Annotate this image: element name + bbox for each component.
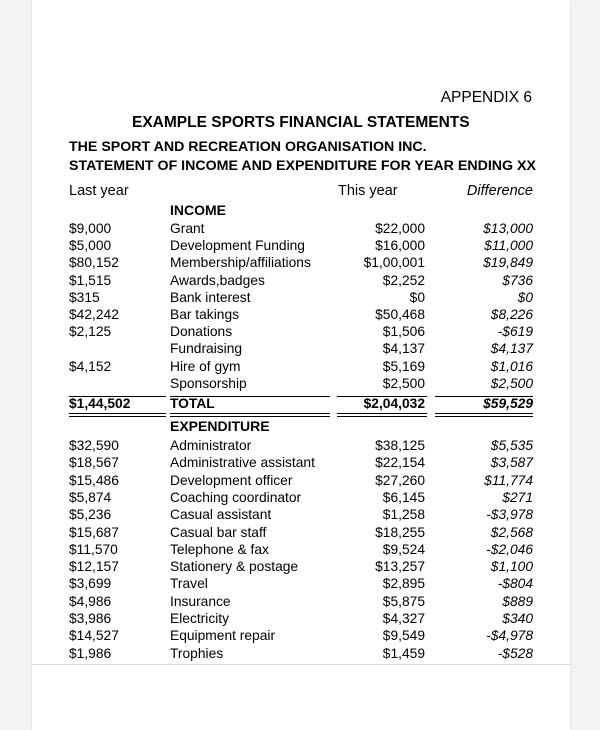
last-year-value: $2,125 [69, 324, 112, 340]
difference-value: $8,226 [490, 307, 533, 322]
difference-value: $13,000 [483, 221, 533, 236]
page-bottom-divider [32, 664, 570, 665]
difference-value: -$804 [497, 576, 533, 592]
table-row [32, 359, 570, 376]
line-item-label: Development officer [170, 472, 293, 488]
difference-value: $2,500 [490, 375, 533, 391]
line-item-label: Telephone & fax [170, 541, 269, 557]
last-year-value: $42,242 [69, 307, 119, 322]
line-item-label: Administrative assistant [170, 455, 315, 471]
table-row [32, 307, 570, 324]
this-year-value: $13,257 [375, 559, 425, 575]
table-row [32, 611, 570, 628]
column-header-this-year: This year [338, 183, 398, 199]
line-item-label: Grant [170, 221, 205, 236]
this-year-value: $50,468 [375, 307, 425, 322]
line-item-label: Hire of gym [170, 358, 241, 374]
this-year-value: $9,524 [382, 541, 425, 557]
table-row [32, 221, 570, 238]
line-item-label: Trophies [170, 645, 224, 661]
table-row [32, 490, 570, 507]
difference-value: $0 [517, 289, 533, 305]
table-row [32, 238, 570, 255]
this-year-value: $4,327 [382, 611, 425, 626]
line-item-label: Membership/affiliations [170, 255, 311, 271]
last-year-value: $15,486 [69, 472, 119, 488]
difference-value: $1,016 [490, 358, 533, 374]
line-item-label: Travel [170, 576, 208, 592]
this-year-value: $5,169 [382, 358, 425, 374]
table-row [32, 255, 570, 272]
line-item-label: Stationery & postage [170, 559, 299, 575]
this-year-value: $4,137 [382, 341, 425, 357]
total-double-rule-diff [435, 413, 533, 417]
this-year-value: $27,260 [375, 472, 425, 488]
income-total-row [32, 396, 570, 413]
difference-value: $11,774 [484, 472, 533, 488]
last-year-value: $3,699 [69, 576, 112, 592]
difference-value: -$619 [497, 324, 533, 340]
statement-title: STATEMENT OF INCOME AND EXPENDITURE FOR YEAR ENDING XX [69, 158, 536, 174]
line-item-label: Coaching coordinator [170, 489, 302, 505]
table-row [32, 324, 570, 341]
total-double-rule-last [69, 413, 166, 417]
table-row [32, 646, 570, 663]
difference-value: $11,000 [484, 238, 533, 254]
document-title: EXAMPLE SPORTS FINANCIAL STATEMENTS [132, 114, 470, 131]
this-year-value: $1,459 [382, 645, 425, 661]
column-header-last-year: Last year [69, 183, 129, 199]
line-item-label: Development Funding [170, 238, 305, 254]
last-year-value: $18,567 [69, 455, 119, 471]
this-year-value: $2,500 [382, 375, 425, 391]
difference-value: $271 [502, 489, 533, 505]
this-year-value: $9,549 [382, 628, 425, 644]
difference-value: -$528 [497, 645, 533, 661]
last-year-value: $5,236 [69, 507, 112, 523]
difference-value: $2,568 [490, 524, 533, 540]
last-year-value: $5,000 [69, 238, 112, 254]
this-year-value: $5,875 [382, 593, 425, 609]
income-heading: INCOME [170, 202, 226, 218]
this-year-value: $1,258 [382, 507, 425, 523]
table-row [32, 576, 570, 593]
table-row [32, 376, 570, 393]
difference-value: $889 [502, 593, 533, 609]
line-item-label: Electricity [170, 611, 230, 626]
this-year-value: $22,154 [375, 455, 425, 471]
total-double-rule-this [337, 413, 427, 417]
line-item-label: Administrator [170, 438, 252, 453]
table-row [32, 455, 570, 472]
last-year-value: $14,527 [69, 628, 119, 644]
table-row [32, 559, 570, 576]
last-year-value: $315 [69, 289, 100, 305]
last-year-value: $5,874 [69, 489, 112, 505]
table-row [32, 525, 570, 542]
table-row [32, 628, 570, 645]
this-year-value: $2,252 [382, 272, 425, 288]
table-row [32, 290, 570, 307]
last-year-value: $11,570 [69, 541, 118, 557]
this-year-value: $16,000 [375, 238, 425, 254]
this-year-value: $0 [409, 289, 425, 305]
table-row [32, 542, 570, 559]
line-item-label: Awards,badges [170, 272, 265, 288]
document-page [32, 0, 570, 730]
difference-value: $736 [502, 272, 533, 288]
difference-value: $19,849 [483, 255, 533, 271]
difference-value: -$4,978 [486, 628, 533, 644]
difference-value: $340 [502, 611, 533, 626]
total-difference: $59,529 [483, 396, 533, 411]
last-year-value: $32,590 [69, 438, 119, 453]
total-label: TOTAL [170, 396, 215, 411]
this-year-value: $1,506 [382, 324, 425, 340]
total-this-year: $2,04,032 [363, 396, 425, 411]
table-row [32, 438, 570, 455]
difference-value: $1,100 [490, 559, 533, 575]
last-year-value: $15,687 [69, 524, 119, 540]
line-item-label: Sponsorship [170, 375, 247, 391]
table-row [32, 594, 570, 611]
this-year-value: $2,895 [382, 576, 425, 592]
line-item-label: Casual bar staff [170, 524, 267, 540]
line-item-label: Casual assistant [170, 507, 272, 523]
column-header-difference: Difference [466, 183, 533, 199]
total-last-year: $1,44,502 [69, 396, 131, 411]
last-year-value: $80,152 [69, 255, 119, 271]
total-double-rule-item [170, 413, 330, 417]
line-item-label: Insurance [170, 593, 231, 609]
last-year-value: $12,157 [69, 559, 119, 575]
organisation-name: THE SPORT AND RECREATION ORGANISATION INC. [69, 139, 427, 155]
line-item-label: Fundraising [170, 341, 243, 357]
table-row [32, 341, 570, 358]
difference-value: $4,137 [490, 341, 533, 357]
appendix-label: APPENDIX 6 [440, 89, 532, 106]
difference-value: $3,587 [490, 455, 533, 471]
line-item-label: Donations [170, 324, 233, 340]
this-year-value: $18,255 [375, 524, 425, 540]
line-item-label: Bar takings [170, 307, 240, 322]
line-item-label: Equipment repair [170, 628, 276, 644]
last-year-value: $4,152 [69, 358, 112, 374]
last-year-value: $9,000 [69, 221, 112, 236]
line-item-label: Bank interest [170, 289, 251, 305]
table-row [32, 473, 570, 490]
this-year-value: $1,00,001 [363, 255, 425, 271]
last-year-value: $1,515 [69, 272, 112, 288]
difference-value: $5,535 [490, 438, 533, 453]
table-row [32, 273, 570, 290]
difference-value: -$3,978 [486, 507, 533, 523]
last-year-value: $1,986 [69, 645, 112, 661]
this-year-value: $6,145 [382, 489, 425, 505]
last-year-value: $3,986 [69, 611, 112, 626]
last-year-value: $4,986 [69, 593, 112, 609]
difference-value: -$2,046 [486, 541, 533, 557]
this-year-value: $38,125 [375, 438, 425, 453]
table-row [32, 507, 570, 524]
expenditure-heading: EXPENDITURE [170, 418, 270, 434]
this-year-value: $22,000 [375, 221, 425, 236]
